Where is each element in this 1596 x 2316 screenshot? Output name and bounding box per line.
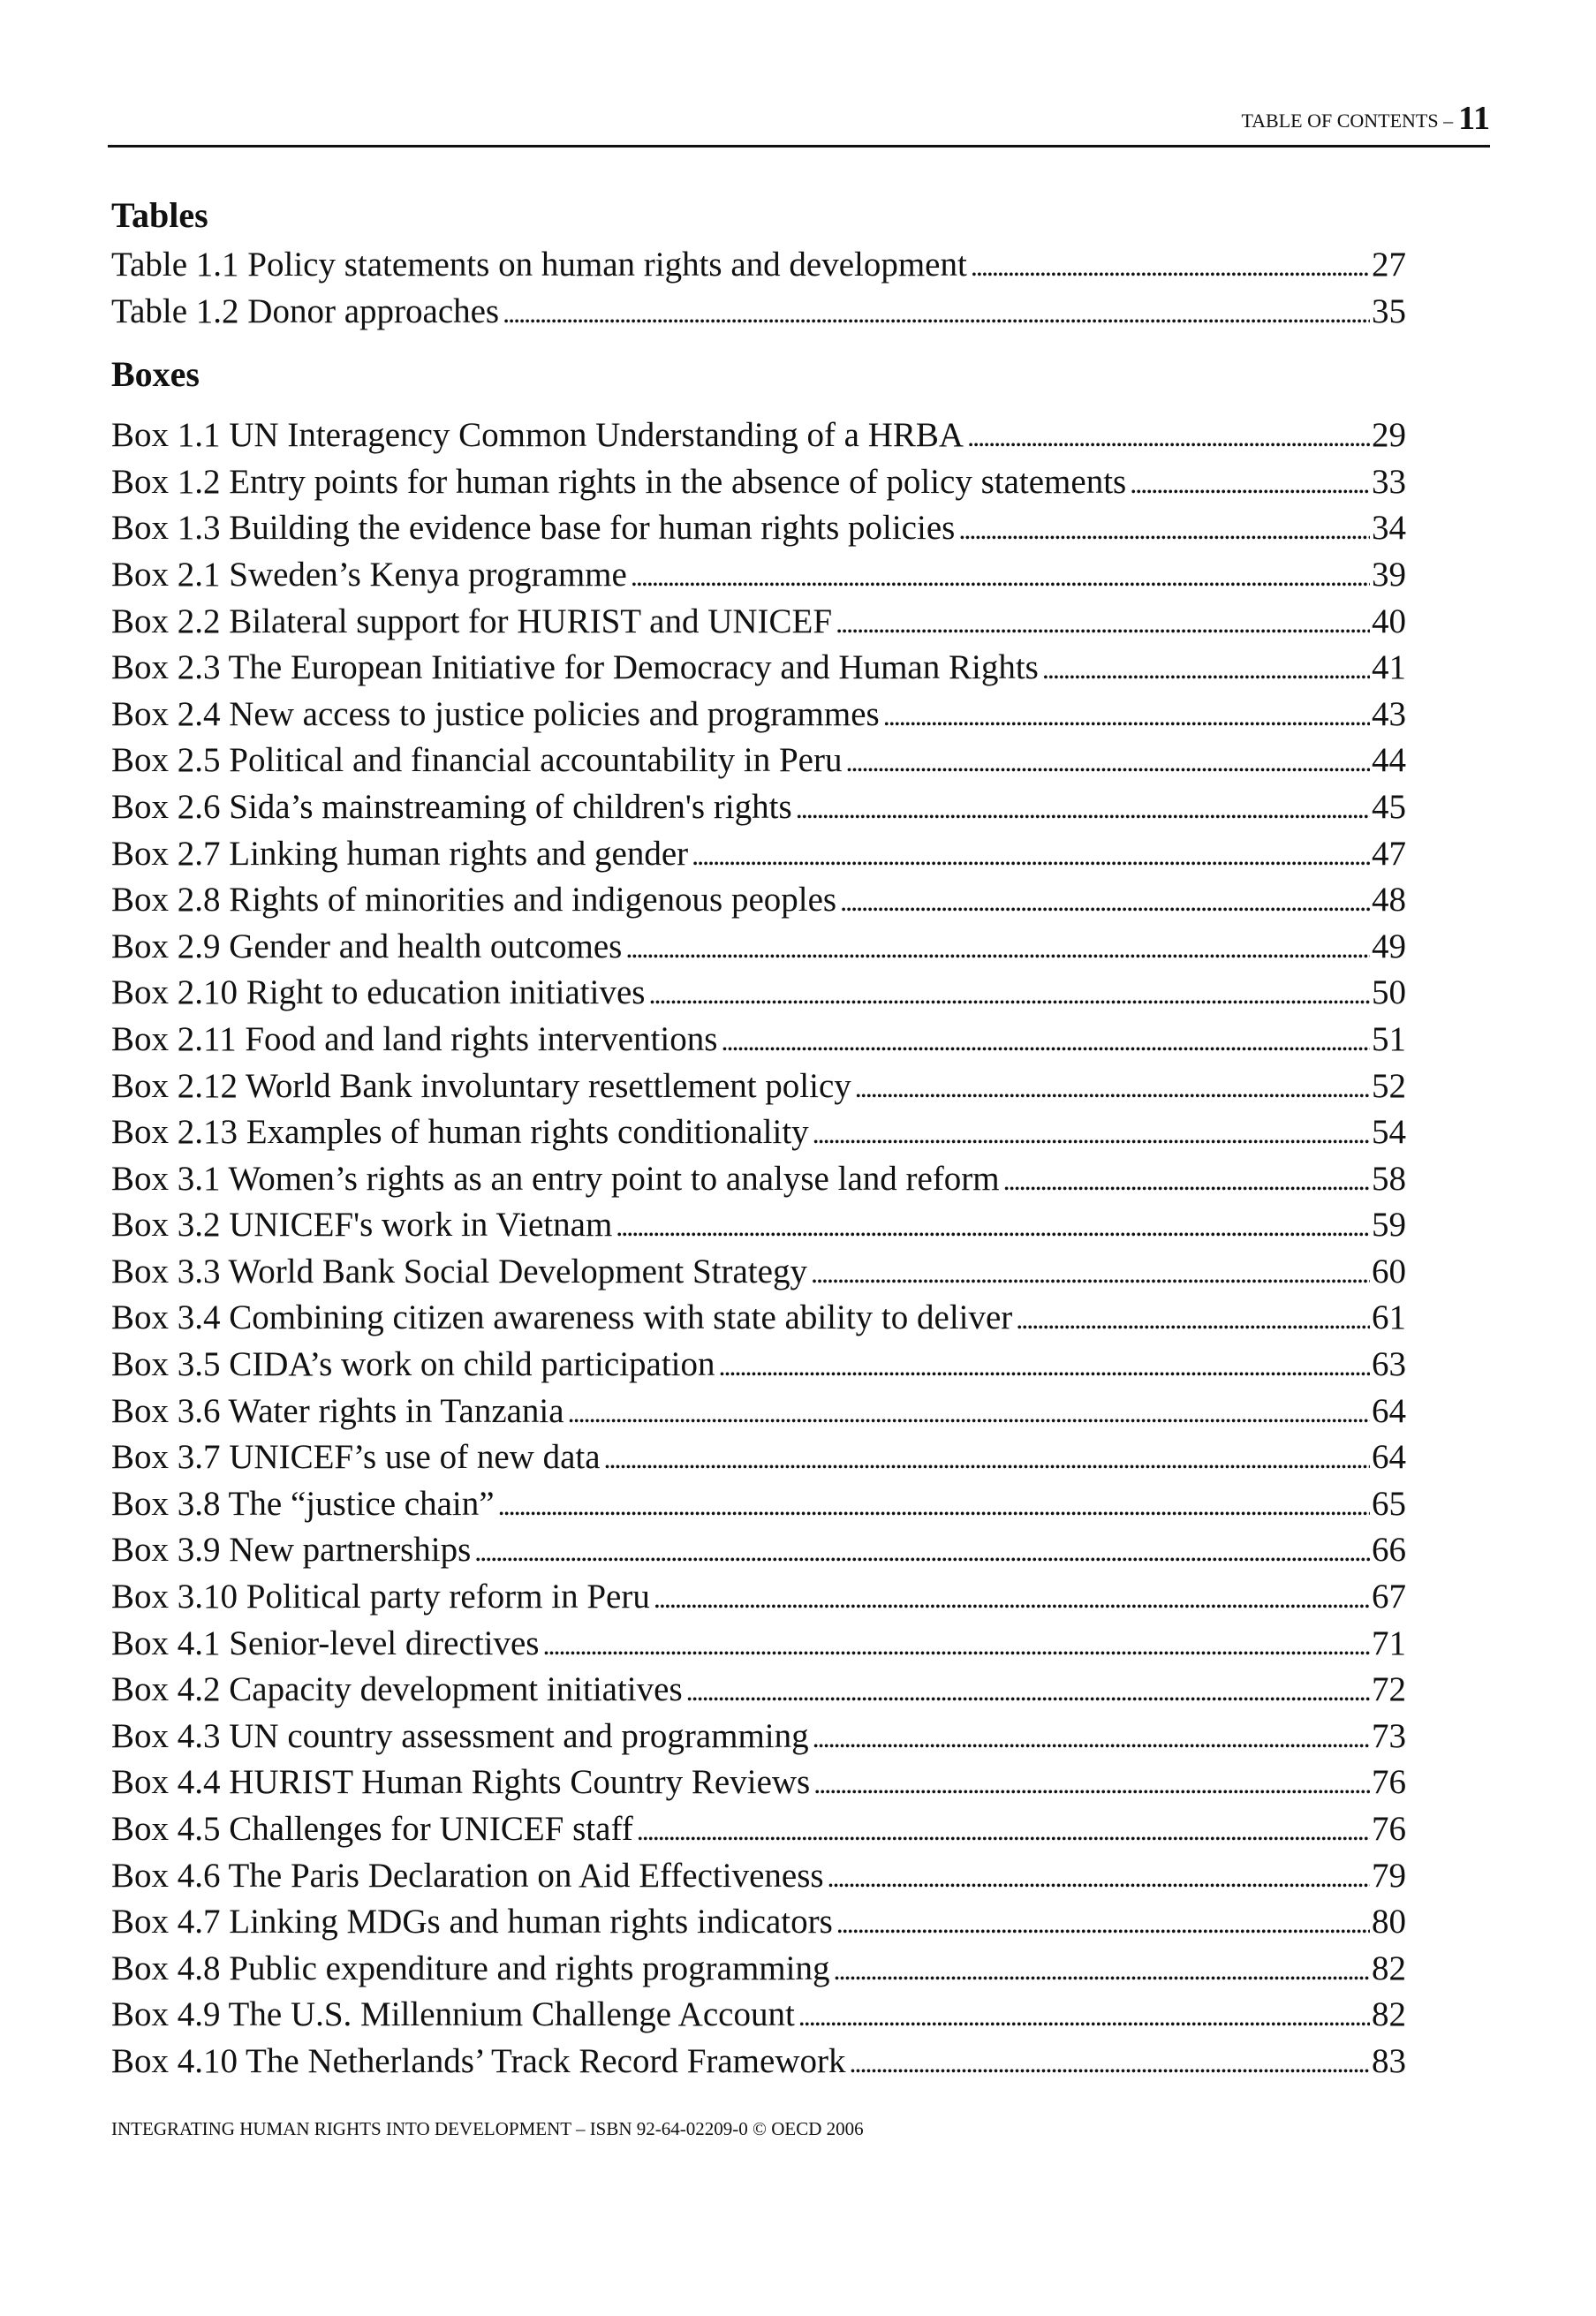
toc-entry-label: Box 3.1 Women’s rights as an entry point to analyse land reform: [111, 1159, 1000, 1198]
dot-leader: [692, 831, 1370, 879]
toc-entry-label: Box 2.13 Examples of human rights conditionality: [111, 1113, 809, 1152]
dot-leader: [1042, 645, 1370, 693]
dot-leader: [542, 1621, 1370, 1669]
toc-entry[interactable]: [111, 1249, 1406, 1296]
dot-leader: [813, 1760, 1370, 1807]
toc-entry-page: 47: [1372, 834, 1406, 873]
toc-entry-label: Box 4.10 The Netherlands’ Track Record Framework: [111, 2041, 846, 2080]
dot-leader: [1016, 1295, 1370, 1343]
toc-entry[interactable]: [111, 1017, 1406, 1063]
toc-entry[interactable]: [111, 1156, 1406, 1203]
boxes-list: [111, 412, 1406, 2085]
toc-entry[interactable]: [111, 831, 1406, 878]
toc-entry[interactable]: [111, 2039, 1406, 2085]
dot-leader: [836, 1899, 1370, 1947]
toc-entry-page: 61: [1372, 1298, 1406, 1337]
toc-entry-page: 33: [1372, 462, 1406, 501]
toc-entry-label: Box 3.2 UNICEF's work in Vietnam: [111, 1206, 613, 1245]
dot-leader: [849, 2039, 1370, 2086]
toc-entry-page: 51: [1372, 1019, 1406, 1058]
toc-entry[interactable]: [111, 1899, 1406, 1946]
toc-entry-label: Box 3.10 Political party reform in Peru: [111, 1578, 650, 1616]
toc-entry-label: Box 3.3 World Bank Social Development Strategy: [111, 1252, 807, 1290]
toc-entry-label: Box 1.2 Entry points for human rights in the absence of policy statements: [111, 462, 1127, 501]
dot-leader: [883, 692, 1370, 739]
page-footer: INTEGRATING HUMAN RIGHTS INTO DEVELOPMENT – ISBN 92-64-02209-0 © OECD 2006: [111, 2118, 864, 2139]
toc-entry-page: 72: [1372, 1670, 1406, 1709]
toc-entry-label: Box 4.6 The Paris Declaration on Aid Effectiveness: [111, 1856, 824, 1895]
toc-entry-label: Box 2.10 Right to education initiatives: [111, 973, 646, 1012]
toc-entry[interactable]: [111, 289, 1406, 336]
toc-entry-page: 83: [1372, 2041, 1406, 2080]
dot-leader: [828, 1853, 1370, 1901]
toc-entry-page: 41: [1372, 648, 1406, 687]
page-number: 11: [1458, 100, 1490, 137]
toc-entry-page: 44: [1372, 741, 1406, 780]
toc-entry[interactable]: [111, 877, 1406, 924]
toc-entry-page: 39: [1372, 555, 1406, 594]
toc-entry-page: 45: [1372, 787, 1406, 826]
toc-entry[interactable]: [111, 1109, 1406, 1156]
toc-entry-page: 34: [1372, 509, 1406, 548]
toc-entry-page: 50: [1372, 973, 1406, 1012]
dot-leader: [971, 242, 1370, 290]
toc-entry[interactable]: [111, 505, 1406, 552]
dot-leader: [498, 1481, 1370, 1529]
toc-entry-label: Box 2.8 Rights of minorities and indigenous peoples: [111, 881, 837, 920]
toc-entry-label: Box 2.6 Sida’s mainstreaming of children's rights: [111, 787, 792, 826]
toc-entry-label: Table 1.2 Donor approaches: [111, 291, 500, 330]
toc-entry-page: 29: [1372, 416, 1406, 455]
dot-leader: [637, 1806, 1370, 1854]
dot-leader: [568, 1389, 1370, 1436]
dot-leader: [833, 1946, 1370, 1994]
toc-entry-label: Table 1.1 Policy statements on human rights and development: [111, 246, 967, 284]
dot-leader: [625, 924, 1370, 972]
toc-entry-page: 67: [1372, 1578, 1406, 1616]
toc-entry[interactable]: [111, 242, 1406, 289]
toc-entry-page: 58: [1372, 1159, 1406, 1198]
dot-leader: [503, 289, 1370, 337]
toc-entry[interactable]: [111, 599, 1406, 646]
toc-entry[interactable]: [111, 1342, 1406, 1389]
toc-entry-label: Box 2.12 World Bank involuntary resettlement policy: [111, 1066, 851, 1105]
toc-entry-page: 59: [1372, 1206, 1406, 1245]
toc-entry[interactable]: [111, 645, 1406, 692]
toc-entry[interactable]: [111, 1760, 1406, 1806]
toc-entry-label: Box 4.5 Challenges for UNICEF staff: [111, 1810, 633, 1848]
dot-leader: [798, 1992, 1370, 2040]
toc-entry-label: Box 2.9 Gender and health outcomes: [111, 927, 623, 965]
toc-entry-label: Box 4.1 Senior-level directives: [111, 1623, 540, 1662]
toc-entry-page: 48: [1372, 881, 1406, 920]
toc-entry[interactable]: [111, 1063, 1406, 1110]
toc-entry[interactable]: [111, 1853, 1406, 1900]
toc-entry-label: Box 4.3 UN country assessment and programming: [111, 1716, 809, 1755]
toc-entry[interactable]: [111, 1434, 1406, 1481]
toc-entry-label: Box 3.8 The “justice chain”: [111, 1484, 495, 1523]
toc-entry-label: Box 3.5 CIDA’s work on child participation: [111, 1345, 715, 1384]
toc-entry-label: Box 2.11 Food and land rights interventions: [111, 1019, 718, 1058]
dot-leader: [840, 877, 1370, 925]
toc-entry[interactable]: [111, 1574, 1406, 1621]
toc-entry[interactable]: [111, 1806, 1406, 1853]
toc-entry[interactable]: [111, 1527, 1406, 1574]
toc-entry-page: 80: [1372, 1903, 1406, 1941]
dot-leader: [967, 412, 1370, 460]
toc-entry-page: 71: [1372, 1623, 1406, 1662]
toc-entry-page: 64: [1372, 1391, 1406, 1430]
toc-entry-page: 66: [1372, 1531, 1406, 1570]
toc-entry-page: 43: [1372, 694, 1406, 733]
toc-entry-page: 60: [1372, 1252, 1406, 1290]
dot-leader: [604, 1434, 1370, 1482]
toc-entry-label: Box 3.7 UNICEF’s use of new data: [111, 1438, 601, 1477]
toc-entry[interactable]: [111, 1202, 1406, 1249]
toc-entry[interactable]: [111, 412, 1406, 459]
toc-entry-page: 64: [1372, 1438, 1406, 1477]
dot-leader: [845, 738, 1370, 785]
dot-leader: [686, 1667, 1370, 1714]
toc-entry-page: 79: [1372, 1856, 1406, 1895]
dot-leader: [648, 970, 1370, 1018]
toc-entry-label: Box 2.4 New access to justice policies and programmes: [111, 694, 880, 733]
toc-entry-label: Box 3.4 Combining citizen awareness with state ability to deliver: [111, 1298, 1013, 1337]
toc-entry[interactable]: [111, 692, 1406, 738]
running-title: TABLE OF CONTENTS –: [1241, 110, 1454, 132]
toc-entry-page: 73: [1372, 1716, 1406, 1755]
dot-leader: [631, 552, 1370, 600]
dot-leader: [836, 599, 1370, 647]
toc-entry[interactable]: [111, 1946, 1406, 1993]
toc-entry-page: 49: [1372, 927, 1406, 965]
dot-leader: [721, 1017, 1370, 1064]
toc-entry-label: Box 4.8 Public expenditure and rights programming: [111, 1949, 830, 1987]
toc-entry[interactable]: [111, 784, 1406, 831]
dot-leader: [813, 1714, 1370, 1761]
toc-entry-label: Box 3.9 New partnerships: [111, 1531, 472, 1570]
toc-entry-page: 52: [1372, 1066, 1406, 1105]
dot-leader: [654, 1574, 1370, 1622]
toc-entry[interactable]: [111, 924, 1406, 971]
toc-entry[interactable]: [111, 1389, 1406, 1435]
toc-entry-label: Box 4.2 Capacity development initiatives: [111, 1670, 683, 1709]
toc-entry-page: 27: [1372, 246, 1406, 284]
toc-entry[interactable]: [111, 738, 1406, 784]
toc-entry-label: Box 3.6 Water rights in Tanzania: [111, 1391, 564, 1430]
toc-entry-page: 65: [1372, 1484, 1406, 1523]
dot-leader: [616, 1202, 1370, 1250]
toc-entry[interactable]: [111, 1667, 1406, 1714]
toc-entry-label: Box 4.7 Linking MDGs and human rights indicators: [111, 1903, 833, 1941]
tables-list: [111, 242, 1406, 335]
dot-leader: [813, 1109, 1370, 1157]
toc-entry-page: 40: [1372, 602, 1406, 640]
toc-entry-page: 76: [1372, 1763, 1406, 1802]
toc-entry-page: 63: [1372, 1345, 1406, 1384]
running-header: [108, 95, 1490, 148]
spacer: [111, 395, 1406, 412]
dot-leader: [474, 1527, 1370, 1575]
toc-entry-page: 76: [1372, 1810, 1406, 1848]
toc-entry-label: Box 2.1 Sweden’s Kenya programme: [111, 555, 627, 594]
dot-leader: [1130, 459, 1370, 507]
dot-leader: [719, 1342, 1370, 1389]
toc-entry-label: Box 4.4 HURIST Human Rights Country Reviews: [111, 1763, 811, 1802]
table-of-contents: [111, 196, 1406, 2085]
dot-leader: [811, 1249, 1370, 1297]
toc-entry-label: Box 2.3 The European Initiative for Democracy and Human Rights: [111, 648, 1039, 687]
toc-entry-page: 54: [1372, 1113, 1406, 1152]
toc-entry-label: Box 1.3 Building the evidence base for human rights policies: [111, 509, 956, 548]
toc-entry[interactable]: [111, 1714, 1406, 1760]
dot-leader: [796, 784, 1370, 832]
toc-entry-page: 35: [1372, 291, 1406, 330]
toc-entry-label: Box 2.2 Bilateral support for HURIST and UNICEF: [111, 602, 833, 640]
tables-heading: Tables: [111, 195, 208, 235]
toc-entry-page: 82: [1372, 1949, 1406, 1987]
toc-entry-label: Box 1.1 UN Interagency Common Understanding of a HRBA: [111, 416, 964, 455]
dot-leader: [1003, 1156, 1370, 1204]
toc-entry-label: Box 4.9 The U.S. Millennium Challenge Account: [111, 1995, 795, 2034]
toc-entry-page: 82: [1372, 1995, 1406, 2034]
dot-leader: [958, 505, 1370, 553]
spacer: [111, 335, 1406, 355]
boxes-heading: Boxes: [111, 354, 200, 395]
toc-entry[interactable]: [111, 970, 1406, 1017]
toc-entry[interactable]: [111, 552, 1406, 599]
toc-entry[interactable]: [111, 1481, 1406, 1528]
toc-entry[interactable]: [111, 459, 1406, 506]
dot-leader: [855, 1063, 1370, 1111]
toc-entry[interactable]: [111, 1992, 1406, 2039]
toc-entry[interactable]: [111, 1621, 1406, 1668]
toc-entry-label: Box 2.7 Linking human rights and gender: [111, 834, 689, 873]
toc-entry-label: Box 2.5 Political and financial accountability in Peru: [111, 741, 843, 780]
toc-entry[interactable]: [111, 1295, 1406, 1342]
